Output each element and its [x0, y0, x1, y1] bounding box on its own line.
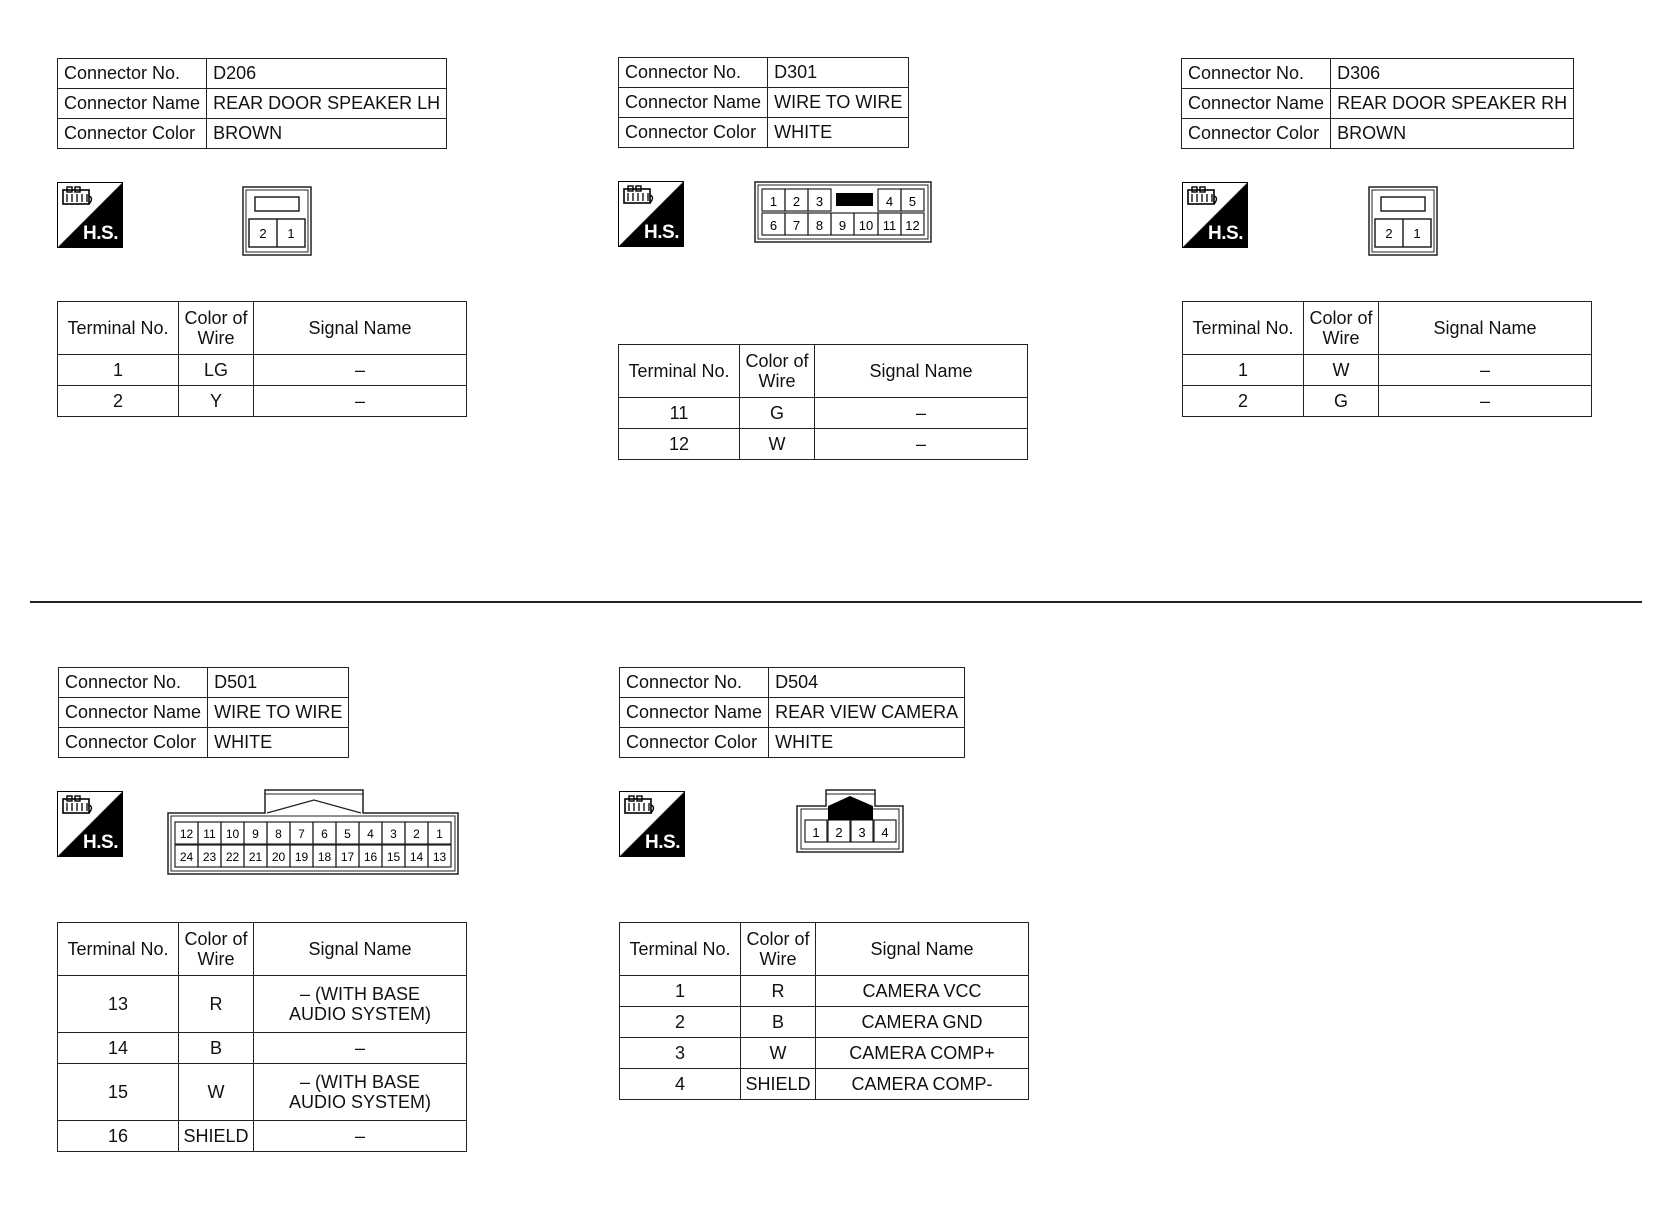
terminal-no: 1 — [620, 976, 741, 1007]
signal-name-header: Signal Name — [816, 923, 1029, 976]
signal-name: – (WITH BASE AUDIO SYSTEM) — [254, 976, 467, 1033]
wire-color-header: Color of Wire — [1304, 302, 1379, 355]
section-divider — [30, 601, 1642, 603]
pin-label: 1 — [1413, 226, 1421, 241]
signal-name: – — [1379, 355, 1592, 386]
connector-name-value: WIRE TO WIRE — [768, 88, 909, 118]
terminal-no: 12 — [619, 429, 740, 460]
connector-color-label: Connector Color — [59, 728, 208, 758]
pin-label: 17 — [340, 850, 355, 864]
pin-label: 2 — [792, 194, 801, 209]
signal-name: – — [815, 398, 1028, 429]
pin-label: 22 — [225, 850, 240, 864]
pin-label: 2 — [1385, 226, 1393, 241]
connector-info-table — [619, 667, 965, 758]
pin-label: 6 — [321, 827, 328, 841]
signal-name: – — [254, 355, 467, 386]
wire-color: R — [179, 976, 254, 1033]
terminal-no: 16 — [58, 1121, 179, 1152]
signal-name: CAMERA COMP- — [816, 1069, 1029, 1100]
pin-label: 9 — [838, 218, 847, 233]
pin-label: 8 — [815, 218, 824, 233]
pin-label: 1 — [812, 825, 820, 840]
pin-label: 1 — [287, 226, 295, 241]
terminal-no: 2 — [620, 1007, 741, 1038]
terminal-no: 13 — [58, 976, 179, 1033]
table-row — [620, 1038, 1029, 1069]
connector-face-d206 — [242, 186, 312, 256]
terminal-no: 2 — [1183, 386, 1304, 417]
hs-label: H.S. — [645, 832, 680, 853]
connector-color-label: Connector Color — [619, 118, 768, 148]
signal-name: – (WITH BASE AUDIO SYSTEM) — [254, 1064, 467, 1121]
pin-label: 3 — [815, 194, 824, 209]
wire-color: G — [1304, 386, 1379, 417]
connector-name-label: Connector Name — [619, 88, 768, 118]
terminal-no-header: Terminal No. — [619, 345, 740, 398]
connector-color-label: Connector Color — [58, 119, 207, 149]
terminal-table — [618, 344, 1028, 460]
wire-color-header: Color of Wire — [179, 302, 254, 355]
harness-side-icon — [619, 791, 685, 857]
table-row — [58, 976, 467, 1033]
pin-label: 13 — [432, 850, 447, 864]
pin-label: 7 — [298, 827, 305, 841]
terminal-no: 1 — [58, 355, 179, 386]
signal-name: – — [815, 429, 1028, 460]
pin-label: 9 — [252, 827, 259, 841]
table-row — [58, 1033, 467, 1064]
pin-label: 3 — [390, 827, 397, 841]
wire-color: SHIELD — [741, 1069, 816, 1100]
connector-glyph-icon — [61, 795, 95, 819]
terminal-no: 15 — [58, 1064, 179, 1121]
terminal-table — [57, 922, 467, 1152]
connector-face-d306 — [1368, 186, 1438, 256]
pin-label: 3 — [858, 825, 866, 840]
table-row — [620, 976, 1029, 1007]
table-row — [58, 1121, 467, 1152]
signal-name-header: Signal Name — [1379, 302, 1592, 355]
connector-face-d501 — [167, 789, 459, 875]
connector-name-value: WIRE TO WIRE — [208, 698, 349, 728]
connector-no-value: D501 — [208, 668, 349, 698]
pin-label: 12 — [905, 218, 920, 233]
connector-no-value: D504 — [769, 668, 965, 698]
harness-side-icon — [1182, 182, 1248, 248]
terminal-no-header: Terminal No. — [58, 923, 179, 976]
table-row — [620, 1007, 1029, 1038]
wire-color: SHIELD — [179, 1121, 254, 1152]
wire-color: W — [740, 429, 815, 460]
hs-label: H.S. — [83, 223, 118, 244]
harness-side-icon — [618, 181, 684, 247]
connector-no-label: Connector No. — [1182, 59, 1331, 89]
wire-color-header: Color of Wire — [741, 923, 816, 976]
terminal-no: 1 — [1183, 355, 1304, 386]
hs-label: H.S. — [83, 832, 118, 853]
connector-color-value: WHITE — [208, 728, 349, 758]
terminal-table — [57, 301, 467, 417]
table-row — [58, 355, 467, 386]
connector-name-label: Connector Name — [58, 89, 207, 119]
wire-color: B — [179, 1033, 254, 1064]
hs-label: H.S. — [644, 222, 679, 243]
wire-color: W — [179, 1064, 254, 1121]
connector-no-label: Connector No. — [619, 58, 768, 88]
table-row — [58, 1064, 467, 1121]
pin-label: 5 — [344, 827, 351, 841]
wire-color: W — [741, 1038, 816, 1069]
pin-label: 19 — [294, 850, 309, 864]
pin-label: 4 — [885, 194, 894, 209]
pin-label: 24 — [179, 850, 194, 864]
terminal-no-header: Terminal No. — [58, 302, 179, 355]
terminal-no: 2 — [58, 386, 179, 417]
connector-color-value: WHITE — [769, 728, 965, 758]
pin-label: 1 — [769, 194, 778, 209]
pin-label: 11 — [882, 218, 897, 233]
wire-color-header: Color of Wire — [179, 923, 254, 976]
connector-no-value: D301 — [768, 58, 909, 88]
wire-color-header: Color of Wire — [740, 345, 815, 398]
table-row — [620, 1069, 1029, 1100]
table-row — [619, 429, 1028, 460]
pin-label: 2 — [413, 827, 420, 841]
pin-label: 23 — [202, 850, 217, 864]
pin-label: 15 — [386, 850, 401, 864]
signal-name-header: Signal Name — [815, 345, 1028, 398]
pin-label: 10 — [225, 827, 240, 841]
wire-color: LG — [179, 355, 254, 386]
connector-no-value: D206 — [207, 59, 447, 89]
pin-label: 2 — [835, 825, 843, 840]
connector-info-table — [57, 58, 447, 149]
connector-info-table — [58, 667, 349, 758]
connector-glyph-icon — [1186, 186, 1220, 210]
pin-label: 6 — [769, 218, 778, 233]
connector-name-label: Connector Name — [59, 698, 208, 728]
pin-label: 11 — [203, 827, 216, 841]
connector-no-label: Connector No. — [58, 59, 207, 89]
signal-name: – — [254, 1121, 467, 1152]
terminal-no: 4 — [620, 1069, 741, 1100]
terminal-no-header: Terminal No. — [1183, 302, 1304, 355]
wire-color: W — [1304, 355, 1379, 386]
connector-no-label: Connector No. — [620, 668, 769, 698]
pin-label: 21 — [248, 850, 263, 864]
connector-face-d301 — [754, 181, 932, 243]
connector-no-value: D306 — [1331, 59, 1574, 89]
pin-label: 20 — [271, 850, 286, 864]
connector-name-label: Connector Name — [620, 698, 769, 728]
wire-color: B — [741, 1007, 816, 1038]
connector-color-value: WHITE — [768, 118, 909, 148]
signal-name: – — [254, 386, 467, 417]
terminal-no-header: Terminal No. — [620, 923, 741, 976]
signal-name: CAMERA COMP+ — [816, 1038, 1029, 1069]
connector-color-label: Connector Color — [1182, 119, 1331, 149]
connector-no-label: Connector No. — [59, 668, 208, 698]
connector-color-value: BROWN — [207, 119, 447, 149]
wire-color: G — [740, 398, 815, 429]
pin-label: 12 — [179, 827, 194, 841]
connector-face-d504 — [796, 789, 904, 853]
signal-name: CAMERA VCC — [816, 976, 1029, 1007]
terminal-table — [1182, 301, 1592, 417]
connector-name-value: REAR DOOR SPEAKER LH — [207, 89, 447, 119]
harness-side-icon — [57, 791, 123, 857]
pin-label: 4 — [881, 825, 889, 840]
connector-name-value: REAR DOOR SPEAKER RH — [1331, 89, 1574, 119]
pin-label: 10 — [858, 218, 874, 233]
table-row — [58, 386, 467, 417]
pin-label: 2 — [259, 226, 267, 241]
connector-info-table — [1181, 58, 1574, 149]
table-row — [1183, 386, 1592, 417]
terminal-no: 3 — [620, 1038, 741, 1069]
connector-glyph-icon — [623, 795, 657, 819]
terminal-no: 14 — [58, 1033, 179, 1064]
connector-name-value: REAR VIEW CAMERA — [769, 698, 965, 728]
connector-color-label: Connector Color — [620, 728, 769, 758]
terminal-table — [619, 922, 1029, 1100]
pin-label: 18 — [317, 850, 332, 864]
signal-name: – — [254, 1033, 467, 1064]
signal-name-header: Signal Name — [254, 302, 467, 355]
signal-name: CAMERA GND — [816, 1007, 1029, 1038]
table-row — [1183, 355, 1592, 386]
connector-name-label: Connector Name — [1182, 89, 1331, 119]
pin-label: 14 — [409, 850, 424, 864]
terminal-no: 11 — [619, 398, 740, 429]
pin-label: 8 — [275, 827, 282, 841]
wire-color: R — [741, 976, 816, 1007]
connector-color-value: BROWN — [1331, 119, 1574, 149]
pin-label: 1 — [436, 827, 443, 841]
wire-color: Y — [179, 386, 254, 417]
connector-info-table — [618, 57, 909, 148]
table-row — [619, 398, 1028, 429]
pin-label: 5 — [908, 194, 917, 209]
signal-name-header: Signal Name — [254, 923, 467, 976]
key-block — [836, 193, 873, 206]
pin-label: 16 — [363, 850, 378, 864]
pin-label: 7 — [792, 218, 801, 233]
harness-side-icon — [57, 182, 123, 248]
hs-label: H.S. — [1208, 223, 1243, 244]
signal-name: – — [1379, 386, 1592, 417]
connector-glyph-icon — [61, 186, 95, 210]
connector-glyph-icon — [622, 185, 656, 209]
pin-label: 4 — [367, 827, 374, 841]
